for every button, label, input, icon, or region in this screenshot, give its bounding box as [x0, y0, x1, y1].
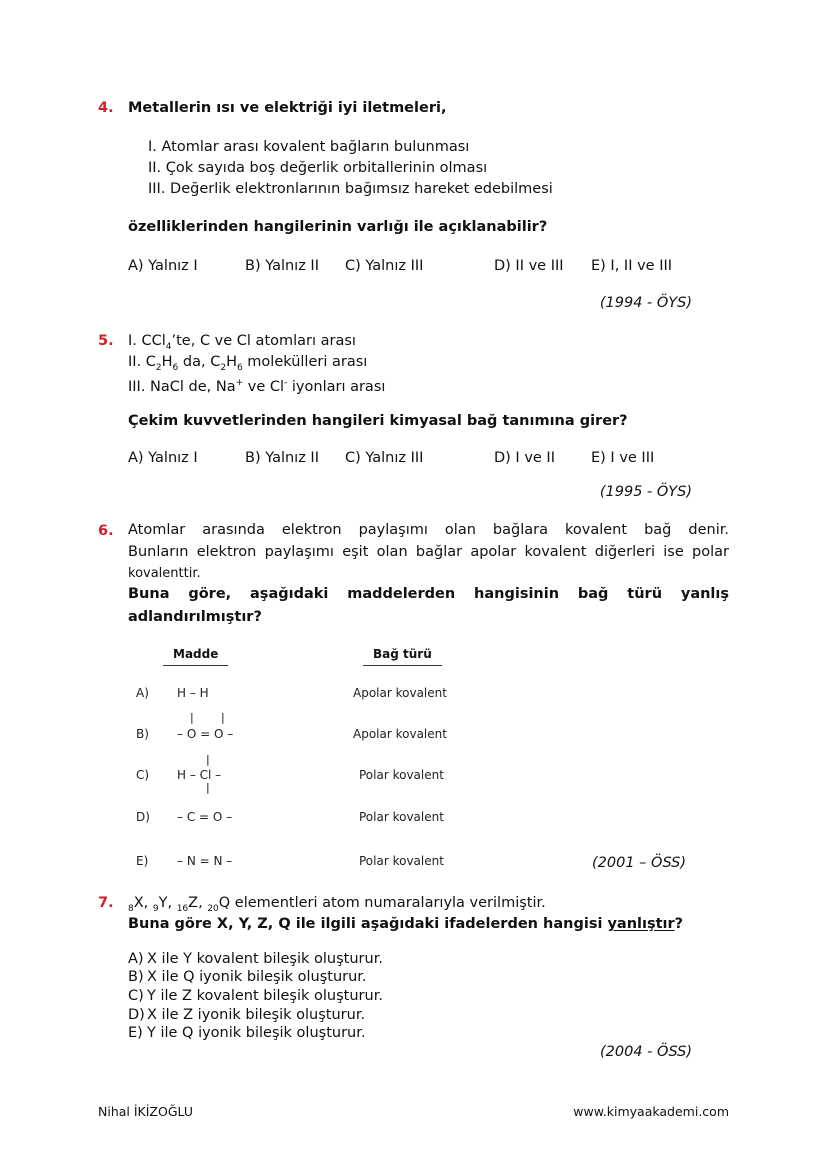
option-d[interactable]: D) II ve III	[494, 258, 564, 274]
text: Z,	[188, 895, 208, 911]
text: ve Cl	[243, 378, 285, 395]
statement-item: II. Çok sayıda boş değerlik orbitallerinin olması	[148, 160, 488, 176]
text: Buna göre X, Y, Z, Q ile ilgili aşağıdaki ifadelerden hangisi	[128, 916, 608, 932]
subscript: 2	[220, 362, 227, 373]
row-letter: E)	[136, 854, 149, 868]
row-letter: B)	[136, 727, 149, 741]
option-text: X ile Q iyonik bileşik oluşturur.	[147, 969, 367, 985]
option-text: Y ile Q iyonik bileşik oluşturur.	[147, 1025, 366, 1041]
option-letter: A)	[128, 951, 144, 967]
subscript: 9	[152, 903, 159, 914]
option-letter: C)	[128, 988, 144, 1004]
emphasis: yanlıştır	[607, 916, 675, 932]
question-source: (1995 - ÖYS)	[599, 484, 692, 500]
option-c[interactable]: C) Yalnız III	[345, 258, 424, 274]
option-letter: E)	[128, 1025, 143, 1041]
statement-item: III. Değerlik elektronlarının bağımsız hareket edebilmesi	[148, 181, 553, 197]
text: ?	[674, 916, 684, 932]
subscript: 16	[176, 903, 189, 914]
option-e[interactable]: E) I ve III	[591, 450, 655, 466]
question-text: adlandırılmıştır?	[128, 609, 262, 625]
row-letter: C)	[136, 768, 150, 782]
question-text: Çekim kuvvetlerinden hangileri kimyasal bağ tanımına girer?	[128, 413, 628, 429]
footer-website[interactable]: www.kimyaakademi.com	[573, 1104, 729, 1119]
text: molekülleri arası	[242, 354, 368, 370]
text: Y,	[158, 895, 177, 911]
paragraph-line: Atomlar arasında elektron paylaşımı olan bağlara kovalent bağ denir.	[128, 522, 729, 538]
statement-item: I. Atomlar arası kovalent bağların bulunması	[148, 139, 470, 155]
superscript: +	[235, 378, 244, 388]
text: I. CCl	[128, 333, 166, 349]
text: H	[161, 354, 173, 370]
question-number: 7.	[98, 895, 114, 911]
bond-line: |	[190, 711, 194, 724]
text: iyonları arası	[287, 378, 386, 395]
question-number: 4.	[98, 100, 114, 116]
question-text	[128, 915, 683, 933]
text: X,	[133, 895, 153, 911]
option-text: Y ile Z kovalent bileşik oluşturur.	[147, 988, 383, 1004]
option-e[interactable]: E) I, II ve III	[591, 258, 673, 274]
row-formula: – C = O –	[177, 810, 233, 824]
column-header-bag-turu: Bağ türü	[363, 645, 442, 666]
row-formula: – O = O –	[177, 727, 234, 741]
option-d[interactable]	[128, 1006, 366, 1024]
option-a[interactable]	[128, 950, 383, 968]
option-e[interactable]	[128, 1024, 366, 1042]
row-bond: Polar kovalent	[359, 768, 444, 782]
question-number: 6.	[98, 523, 114, 539]
column-header-madde: Madde	[163, 645, 228, 666]
text: ’te, C ve Cl atomları arası	[171, 333, 356, 349]
option-d[interactable]: D) I ve II	[494, 450, 555, 466]
option-text: X ile Z iyonik bileşik oluşturur.	[147, 1007, 366, 1023]
bond-line: |	[206, 753, 210, 766]
subscript: 6	[236, 362, 243, 373]
paragraph-line: kovalenttir.	[128, 566, 201, 581]
question-number: 5.	[98, 333, 114, 349]
option-letter: D)	[128, 1007, 145, 1023]
row-bond: Polar kovalent	[359, 854, 444, 868]
row-formula: H – H	[177, 686, 209, 700]
option-a[interactable]: A) Yalnız I	[128, 258, 198, 274]
paragraph-line: Bunların elektron paylaşımı eşit olan bağlar apolar kovalent diğerleri ise polar	[128, 544, 729, 560]
bond-line: |	[206, 781, 210, 794]
subscript: 2	[155, 362, 162, 373]
text: H	[226, 354, 237, 370]
question-stem: Metallerin ısı ve elektriği iyi iletmeleri,	[128, 100, 447, 116]
text: III. NaCl de, Na	[128, 378, 236, 395]
option-text: X ile Y kovalent bileşik oluşturur.	[147, 951, 383, 967]
row-bond: Polar kovalent	[359, 810, 444, 824]
question-source: (2004 - ÖSS)	[600, 1044, 692, 1060]
footer-author: Nihal İKİZOĞLU	[98, 1104, 194, 1119]
subscript: 4	[165, 341, 172, 352]
text: II. C	[128, 354, 156, 370]
option-b[interactable]: B) Yalnız II	[245, 450, 319, 466]
row-formula: – N = N –	[177, 854, 233, 868]
text: Q elementleri atom numaralarıyla verilmiştir.	[218, 895, 546, 911]
question-source: (1994 - ÖYS)	[599, 295, 692, 311]
subscript: 6	[172, 362, 179, 373]
option-c[interactable]	[128, 987, 383, 1005]
question-text: özelliklerinden hangilerinin varlığı ile açıklanabilir?	[128, 219, 548, 235]
text: da, C	[178, 354, 221, 370]
option-a[interactable]: A) Yalnız I	[128, 450, 198, 466]
option-c[interactable]: C) Yalnız III	[345, 450, 424, 466]
superscript: -	[284, 378, 288, 388]
subscript: 20	[207, 903, 219, 914]
question-source: (2001 – ÖSS)	[592, 855, 686, 871]
question-text: Buna göre, aşağıdaki maddelerden hangisinin bağ türü yanlış	[128, 586, 729, 602]
row-bond: Apolar kovalent	[353, 727, 447, 741]
row-bond: Apolar kovalent	[353, 686, 447, 700]
row-letter: A)	[136, 686, 149, 700]
row-letter: D)	[136, 810, 150, 824]
option-b[interactable]	[128, 968, 367, 986]
row-formula: H – Cl –	[177, 768, 222, 782]
bond-line: |	[221, 711, 225, 724]
option-b[interactable]: B) Yalnız II	[245, 258, 319, 274]
subscript: 8	[128, 903, 134, 914]
option-letter: B)	[128, 969, 144, 985]
statement-item	[128, 374, 385, 396]
